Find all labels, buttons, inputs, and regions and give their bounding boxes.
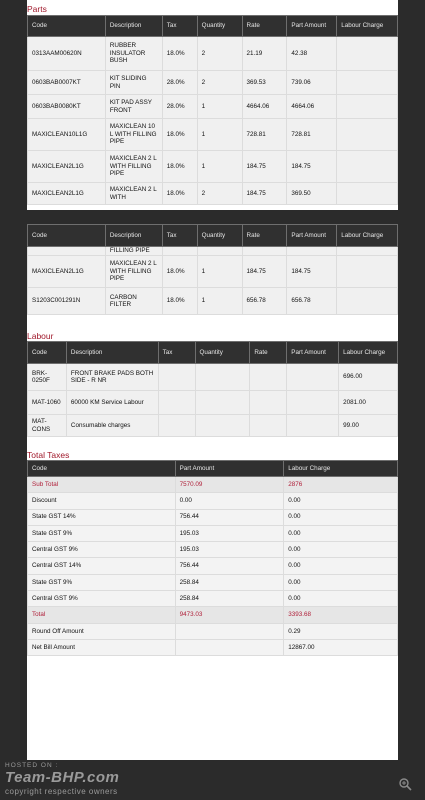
table-row bbox=[28, 477, 398, 493]
cell-qty bbox=[195, 415, 250, 437]
cell-qty bbox=[195, 364, 250, 391]
cell-rate bbox=[250, 391, 287, 415]
table-row bbox=[28, 623, 398, 639]
col-rate: Rate bbox=[242, 16, 287, 37]
cell-labour: 0.00 bbox=[284, 542, 398, 558]
col-rate: Rate bbox=[242, 225, 287, 247]
col-tax: Tax bbox=[158, 342, 195, 364]
cell-label: Total bbox=[28, 607, 176, 623]
col-quantity: Quantity bbox=[197, 225, 242, 247]
cell-part: 258.84 bbox=[175, 574, 284, 590]
col-labour-charge: Labour Charge bbox=[337, 225, 398, 247]
cell-tax: 18.0% bbox=[162, 119, 197, 151]
cell-amount: 739.06 bbox=[287, 71, 337, 95]
cell-desc: CARBON FILTER bbox=[105, 288, 162, 315]
cell-part bbox=[175, 623, 284, 639]
cell-amount: 184.75 bbox=[287, 256, 337, 288]
cell-tax: 28.0% bbox=[162, 71, 197, 95]
cell-desc: MAXICLEAN 2 L WITH FILLING PIPE bbox=[105, 256, 162, 288]
cell-amount: 184.75 bbox=[287, 151, 337, 183]
col-code: Code bbox=[28, 342, 67, 364]
cell-part bbox=[175, 639, 284, 655]
cell-desc: KIT SLIDING PIN bbox=[105, 71, 162, 95]
taxes-table bbox=[27, 460, 398, 656]
table-row bbox=[28, 525, 398, 541]
cell-amount: 42.38 bbox=[287, 37, 337, 71]
cell-tax: 18.0% bbox=[162, 256, 197, 288]
cell-labour: 2081.00 bbox=[339, 391, 398, 415]
cell-labour: 696.00 bbox=[339, 364, 398, 391]
table-row bbox=[28, 574, 398, 590]
col-labour-charge: Labour Charge bbox=[284, 461, 398, 477]
col-quantity: Quantity bbox=[195, 342, 250, 364]
cell-label: State GST 9% bbox=[28, 574, 176, 590]
cell-tax: 28.0% bbox=[162, 95, 197, 119]
table-row bbox=[28, 151, 398, 183]
cell-labour: 0.00 bbox=[284, 558, 398, 574]
cell-part: 7570.09 bbox=[175, 477, 284, 493]
col-tax: Tax bbox=[162, 225, 197, 247]
cell-code: MAT-1060 bbox=[28, 391, 67, 415]
cell-label: State GST 14% bbox=[28, 509, 176, 525]
table-row bbox=[28, 256, 398, 288]
cell-qty: 1 bbox=[197, 288, 242, 315]
table-row bbox=[28, 95, 398, 119]
parts2-header-row bbox=[28, 225, 398, 247]
cell-qty: 2 bbox=[197, 71, 242, 95]
cell-desc: KIT PAD ASSY FRONT bbox=[105, 95, 162, 119]
taxes-header-row bbox=[28, 461, 398, 477]
cell-desc: Consumable charges bbox=[66, 415, 158, 437]
parts-section-title: Parts bbox=[27, 4, 47, 14]
cell-labour bbox=[337, 95, 398, 119]
cell-code: MAXICLEAN10L1G bbox=[28, 119, 106, 151]
col-code: Code bbox=[28, 225, 106, 247]
cell-qty: 2 bbox=[197, 37, 242, 71]
cell-labour bbox=[337, 71, 398, 95]
cell-code: MAXICLEAN2L1G bbox=[28, 183, 106, 205]
cell-labour: 0.00 bbox=[284, 493, 398, 509]
cell-part: 258.84 bbox=[175, 591, 284, 607]
table-row bbox=[28, 247, 398, 256]
cell-code: BRK-0250F bbox=[28, 364, 67, 391]
cell-desc: MAXICLEAN 2 L WITH bbox=[105, 183, 162, 205]
table-row bbox=[28, 639, 398, 655]
cell-part: 9473.03 bbox=[175, 607, 284, 623]
watermark-copyright: copyright respective owners bbox=[5, 787, 118, 796]
zoom-icon[interactable] bbox=[398, 777, 412, 791]
cell-tax bbox=[158, 391, 195, 415]
cell-part: 756.44 bbox=[175, 509, 284, 525]
cell-rate: 656.78 bbox=[242, 288, 287, 315]
cell-labour bbox=[337, 37, 398, 71]
cell-code: S1203C001291N bbox=[28, 288, 106, 315]
cell-desc: MAXICLEAN 10 L WITH FILLING PIPE bbox=[105, 119, 162, 151]
cell-amount: 4664.06 bbox=[287, 95, 337, 119]
col-code: Code bbox=[28, 16, 106, 37]
cell-label: Central GST 9% bbox=[28, 591, 176, 607]
table-row bbox=[28, 415, 398, 437]
cell-tax bbox=[158, 415, 195, 437]
cell-label: Discount bbox=[28, 493, 176, 509]
labour-table bbox=[27, 341, 398, 437]
cell-qty: 1 bbox=[197, 119, 242, 151]
table-row bbox=[28, 391, 398, 415]
cell-labour: 0.00 bbox=[284, 574, 398, 590]
cell-part: 195.03 bbox=[175, 542, 284, 558]
cell-code: MAXICLEAN2L1G bbox=[28, 256, 106, 288]
cell-labour bbox=[337, 183, 398, 205]
cell-label: State GST 9% bbox=[28, 525, 176, 541]
col-quantity: Quantity bbox=[197, 16, 242, 37]
cell-tax: 18.0% bbox=[162, 183, 197, 205]
cell-rate: 4664.06 bbox=[242, 95, 287, 119]
watermark-brand: Team-BHP.com bbox=[5, 769, 120, 786]
watermark-hosted: HOSTED ON : bbox=[5, 762, 59, 769]
cell-amount: 369.50 bbox=[287, 183, 337, 205]
parts-table bbox=[27, 15, 398, 205]
col-rate: Rate bbox=[250, 342, 287, 364]
cell-labour: 12867.00 bbox=[284, 639, 398, 655]
cell-label: Central GST 9% bbox=[28, 542, 176, 558]
cell-labour bbox=[337, 119, 398, 151]
cell-code: MAT-CONS bbox=[28, 415, 67, 437]
cell-labour: 0.00 bbox=[284, 525, 398, 541]
cell-amount bbox=[287, 364, 339, 391]
cell-rate: 184.75 bbox=[242, 151, 287, 183]
cell-labour bbox=[337, 151, 398, 183]
table-row bbox=[28, 607, 398, 623]
taxes-section-title: Total Taxes bbox=[27, 450, 70, 460]
cell-labour bbox=[337, 256, 398, 288]
cell-labour: 0.29 bbox=[284, 623, 398, 639]
cell-rate bbox=[250, 415, 287, 437]
cell-rate: 369.53 bbox=[242, 71, 287, 95]
cell-desc: 60000 KM Service Labour bbox=[66, 391, 158, 415]
cell-qty: 1 bbox=[197, 256, 242, 288]
table-row bbox=[28, 288, 398, 315]
table-row bbox=[28, 558, 398, 574]
col-part-amount: Part Amount bbox=[287, 16, 337, 37]
table-row bbox=[28, 183, 398, 205]
cell-labour: 99.00 bbox=[339, 415, 398, 437]
cell-desc: MAXICLEAN 2 L WITH FILLING PIPE bbox=[105, 151, 162, 183]
cell-label: Round Off Amount bbox=[28, 623, 176, 639]
cell-labour: 3393.68 bbox=[284, 607, 398, 623]
col-labour-charge: Labour Charge bbox=[337, 16, 398, 37]
cell-qty: 2 bbox=[197, 183, 242, 205]
cell-label: Central GST 14% bbox=[28, 558, 176, 574]
cell-label: Sub Total bbox=[28, 477, 176, 493]
invoice-panel-2 bbox=[27, 224, 398, 760]
table-row bbox=[28, 119, 398, 151]
cell-desc: RUBBER INSULATOR BUSH bbox=[105, 37, 162, 71]
cell-code: MAXICLEAN2L1G bbox=[28, 151, 106, 183]
cell-rate bbox=[250, 364, 287, 391]
col-description: Description bbox=[105, 16, 162, 37]
cell-desc: FRONT BRAKE PADS BOTH SIDE - R NR bbox=[66, 364, 158, 391]
table-row bbox=[28, 542, 398, 558]
cut-description: FILLING PIPE bbox=[105, 247, 162, 256]
col-description: Description bbox=[66, 342, 158, 364]
cell-amount bbox=[287, 415, 339, 437]
table-row bbox=[28, 591, 398, 607]
cell-qty: 1 bbox=[197, 151, 242, 183]
cell-qty: 1 bbox=[197, 95, 242, 119]
table-row bbox=[28, 364, 398, 391]
table-row bbox=[28, 37, 398, 71]
cell-part: 0.00 bbox=[175, 493, 284, 509]
cell-label: Net Bill Amount bbox=[28, 639, 176, 655]
cell-rate: 184.75 bbox=[242, 256, 287, 288]
cell-tax: 18.0% bbox=[162, 37, 197, 71]
cell-labour: 2876 bbox=[284, 477, 398, 493]
table-row bbox=[28, 71, 398, 95]
parts-header-row bbox=[28, 16, 398, 37]
labour-section-title: Labour bbox=[27, 331, 54, 341]
cell-part: 756.44 bbox=[175, 558, 284, 574]
cell-rate: 21.19 bbox=[242, 37, 287, 71]
cell-qty bbox=[195, 391, 250, 415]
cell-amount: 656.78 bbox=[287, 288, 337, 315]
cell-code: 0603BAB0007KT bbox=[28, 71, 106, 95]
col-labour-charge: Labour Charge bbox=[339, 342, 398, 364]
col-description: Description bbox=[105, 225, 162, 247]
parts-panel bbox=[27, 0, 398, 210]
cell-code: 0603BAB0080KT bbox=[28, 95, 106, 119]
cell-amount: 728.81 bbox=[287, 119, 337, 151]
col-tax: Tax bbox=[162, 16, 197, 37]
table-row bbox=[28, 509, 398, 525]
labour-header-row bbox=[28, 342, 398, 364]
cell-labour: 0.00 bbox=[284, 591, 398, 607]
col-part-amount: Part Amount bbox=[175, 461, 284, 477]
cell-tax: 18.0% bbox=[162, 288, 197, 315]
table-row bbox=[28, 493, 398, 509]
col-code: Code bbox=[28, 461, 176, 477]
col-part-amount: Part Amount bbox=[287, 342, 339, 364]
cell-tax bbox=[158, 364, 195, 391]
col-part-amount: Part Amount bbox=[287, 225, 337, 247]
cell-code: 0313AAM00620N bbox=[28, 37, 106, 71]
cell-tax: 18.0% bbox=[162, 151, 197, 183]
cell-part: 195.03 bbox=[175, 525, 284, 541]
cell-rate: 184.75 bbox=[242, 183, 287, 205]
cell-amount bbox=[287, 391, 339, 415]
cell-rate: 728.81 bbox=[242, 119, 287, 151]
cell-labour bbox=[337, 288, 398, 315]
parts-table-continued bbox=[27, 224, 398, 315]
cell-labour: 0.00 bbox=[284, 509, 398, 525]
